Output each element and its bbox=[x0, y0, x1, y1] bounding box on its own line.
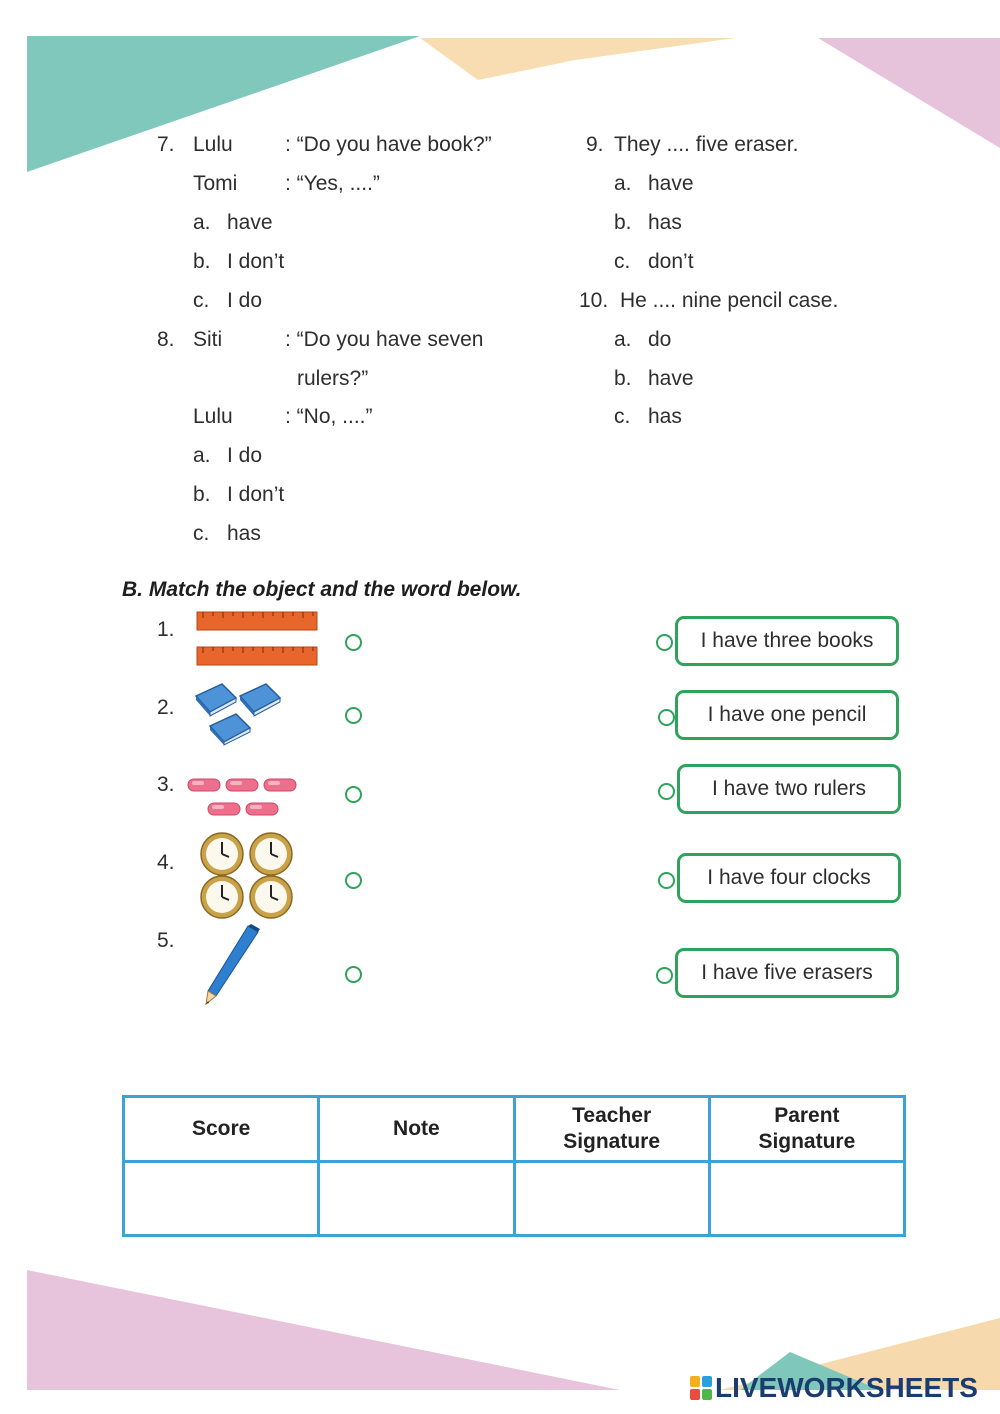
liveworksheets-logo-icon bbox=[690, 1376, 712, 1400]
q10-option-c[interactable]: has bbox=[648, 405, 682, 428]
q7-option-a[interactable]: have bbox=[227, 211, 273, 234]
q10-text: He .... nine pencil case. bbox=[620, 289, 839, 312]
pink-triangle-top bbox=[818, 38, 1000, 148]
q7-option-a-letter: a. bbox=[193, 211, 211, 234]
word-connector-5[interactable] bbox=[656, 967, 673, 984]
erasers-icon bbox=[186, 775, 302, 819]
q10-number: 10. bbox=[579, 289, 609, 312]
object-number-5: 5. bbox=[157, 929, 175, 952]
q8-option-b[interactable]: I don’t bbox=[227, 483, 285, 506]
parent-signature-label: Parent Signature bbox=[758, 1104, 856, 1153]
q8-line-2: rulers?” bbox=[297, 367, 369, 390]
object-number-3: 3. bbox=[157, 773, 175, 796]
object-connector-5[interactable] bbox=[345, 966, 362, 983]
teacher-signature-label: Teacher Signature bbox=[563, 1104, 661, 1153]
word-label-5: I have five erasers bbox=[701, 961, 873, 984]
q8-number: 8. bbox=[157, 328, 175, 351]
q10-option-a-letter: a. bbox=[614, 328, 632, 351]
q7-option-c-letter: c. bbox=[193, 289, 210, 312]
q7-option-c[interactable]: I do bbox=[227, 289, 263, 312]
word-box-1[interactable] bbox=[675, 616, 899, 666]
word-label-2: I have one pencil bbox=[707, 703, 867, 726]
word-box-4[interactable] bbox=[677, 853, 901, 903]
word-connector-1[interactable] bbox=[656, 634, 673, 651]
q8-option-a[interactable]: I do bbox=[227, 444, 263, 467]
pencil-icon bbox=[200, 924, 262, 1008]
q10-option-a[interactable]: do bbox=[648, 328, 672, 351]
q9-option-a[interactable]: have bbox=[648, 172, 694, 195]
word-connector-3[interactable] bbox=[658, 783, 675, 800]
teacher-signature-header bbox=[514, 1097, 709, 1162]
parent-signature-header bbox=[709, 1097, 904, 1162]
q8-speaker-3: Lulu bbox=[193, 405, 233, 428]
q8-line-1: : “Do you have seven bbox=[285, 328, 484, 351]
clocks-icon bbox=[198, 832, 296, 920]
q8-line-3: : “No, ....” bbox=[285, 405, 373, 428]
books-icon bbox=[192, 682, 290, 746]
q7-speaker-2: Tomi bbox=[193, 172, 238, 195]
note-header: Note bbox=[319, 1097, 514, 1162]
object-connector-2[interactable] bbox=[345, 707, 362, 724]
object-connector-4[interactable] bbox=[345, 872, 362, 889]
q9-option-c[interactable]: don’t bbox=[648, 250, 694, 273]
object-connector-3[interactable] bbox=[345, 786, 362, 803]
q7-option-b[interactable]: I don’t bbox=[227, 250, 285, 273]
q9-text: They .... five eraser. bbox=[614, 133, 799, 156]
score-header: Score bbox=[124, 1097, 319, 1162]
word-box-3[interactable] bbox=[677, 764, 901, 814]
q8-option-c-letter: c. bbox=[193, 522, 210, 545]
q9-option-b[interactable]: has bbox=[648, 211, 682, 234]
note-cell[interactable] bbox=[319, 1162, 514, 1236]
q10-option-b[interactable]: have bbox=[648, 367, 694, 390]
word-connector-2[interactable] bbox=[658, 709, 675, 726]
q8-option-c[interactable]: has bbox=[227, 522, 261, 545]
parent-signature-cell[interactable] bbox=[709, 1162, 904, 1236]
q8-option-b-letter: b. bbox=[193, 483, 211, 506]
liveworksheets-logo-text: LIVEWORKSHEETS bbox=[715, 1372, 978, 1403]
peach-shape-top bbox=[420, 38, 735, 80]
q7-line-1: : “Do you have book?” bbox=[285, 133, 492, 156]
q8-option-a-letter: a. bbox=[193, 444, 211, 467]
word-label-3: I have two rulers bbox=[711, 777, 867, 800]
word-label-4: I have four clocks bbox=[707, 866, 871, 889]
q10-option-c-letter: c. bbox=[614, 405, 631, 428]
object-number-4: 4. bbox=[157, 851, 175, 874]
teacher-signature-cell[interactable] bbox=[514, 1162, 709, 1236]
q8-speaker-1: Siti bbox=[193, 328, 223, 351]
score-table bbox=[122, 1095, 906, 1237]
q7-line-2: : “Yes, ....” bbox=[285, 172, 380, 195]
word-box-5[interactable] bbox=[675, 948, 899, 998]
section-b-title: B. Match the object and the word below. bbox=[122, 578, 522, 601]
score-table-header-row bbox=[124, 1097, 905, 1162]
word-connector-4[interactable] bbox=[658, 872, 675, 889]
liveworksheets-logo[interactable] bbox=[690, 1372, 978, 1404]
word-label-1: I have three books bbox=[700, 629, 874, 652]
score-cell[interactable] bbox=[124, 1162, 319, 1236]
q7-option-b-letter: b. bbox=[193, 250, 211, 273]
q9-number: 9. bbox=[586, 133, 604, 156]
q9-option-b-letter: b. bbox=[614, 211, 632, 234]
word-box-2[interactable] bbox=[675, 690, 899, 740]
q7-number: 7. bbox=[157, 133, 175, 156]
pink-triangle-bottom bbox=[27, 1270, 620, 1390]
rulers-icon bbox=[195, 610, 319, 668]
object-number-2: 2. bbox=[157, 696, 175, 719]
q10-option-b-letter: b. bbox=[614, 367, 632, 390]
q9-option-c-letter: c. bbox=[614, 250, 631, 273]
q7-speaker-1: Lulu bbox=[193, 133, 233, 156]
score-table-input-row bbox=[124, 1162, 905, 1236]
object-connector-1[interactable] bbox=[345, 634, 362, 651]
q9-option-a-letter: a. bbox=[614, 172, 632, 195]
object-number-1: 1. bbox=[157, 618, 175, 641]
